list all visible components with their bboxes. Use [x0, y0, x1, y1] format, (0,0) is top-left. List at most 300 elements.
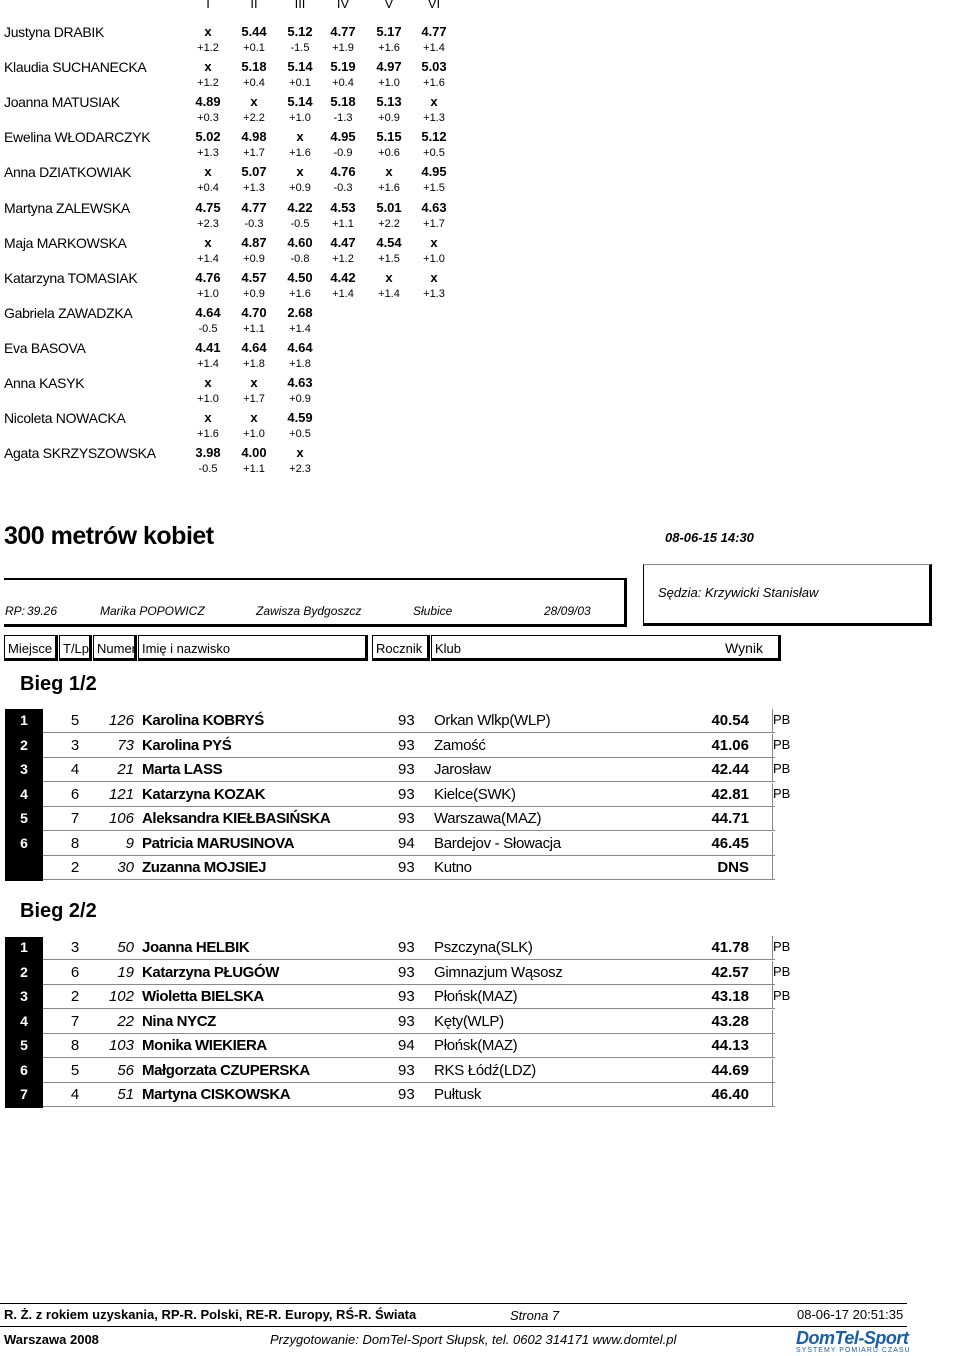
- attempt-wind: -0.5: [290, 217, 310, 230]
- attempt-value: 5.03: [421, 59, 447, 75]
- attempt-value: 4.64: [195, 304, 221, 320]
- attempt-wind: +1.0: [423, 252, 445, 265]
- result-row: [5, 856, 775, 880]
- result-birth-year: 93: [398, 736, 415, 754]
- attempt-wind: +0.4: [197, 182, 219, 195]
- attempt-value: 4.76: [195, 269, 221, 285]
- result-athlete-name: Katarzyna KOZAK: [142, 785, 266, 803]
- row-divider: [43, 1106, 775, 1107]
- attempt-value: 4.64: [287, 339, 313, 355]
- result-athlete-name: Karolina KOBRYŚ: [142, 712, 264, 729]
- result-lane: 4: [70, 1086, 80, 1103]
- attempt-wind: -1.3: [333, 112, 353, 125]
- result-row: [5, 709, 791, 733]
- attempt-value: 4.77: [241, 199, 267, 215]
- attempt-header: III: [294, 0, 306, 11]
- result-club: Płońsk(MAZ): [434, 1037, 518, 1054]
- athlete-name: Justyna DRABIK: [4, 24, 105, 40]
- result-row: [5, 1034, 775, 1058]
- attempt-value: 5.19: [330, 59, 356, 75]
- attempt-wind: +1.7: [243, 147, 265, 160]
- athlete-name: Katarzyna TOMASIAK: [4, 269, 138, 286]
- event-title: 300 metrów kobiet: [4, 522, 214, 550]
- athlete-name: Martyna ZALEWSKA: [4, 199, 130, 216]
- row-separator: [772, 807, 773, 831]
- result-lane: 8: [70, 1037, 80, 1054]
- result-club: RKS Łódź(LDZ): [434, 1061, 536, 1079]
- attempt-value: x: [296, 445, 304, 461]
- attempt-wind: +1.1: [243, 463, 265, 476]
- attempt-value: 4.41: [195, 339, 221, 355]
- attempt-header: V: [384, 0, 394, 11]
- result-row: [5, 1059, 775, 1083]
- footer-divider: [0, 1303, 907, 1304]
- row-separator: [772, 1059, 773, 1083]
- result-birth-year: 93: [398, 859, 415, 876]
- result-time: 43.28: [711, 1012, 749, 1030]
- attempt-value: 4.42: [330, 269, 356, 285]
- attempt-wind: +0.4: [243, 77, 265, 90]
- result-time: 41.06: [711, 736, 749, 754]
- attempt-value: 4.63: [287, 375, 313, 390]
- attempt-value: 3.98: [195, 445, 221, 461]
- result-number: 103: [108, 1037, 134, 1054]
- attempt-value: 4.70: [241, 304, 267, 320]
- result-athlete-name: Małgorzata CZUPERSKA: [142, 1061, 310, 1079]
- result-row: [5, 832, 775, 856]
- attempt-value: 4.98: [241, 129, 267, 145]
- result-club: Gimnazjum Wąsosz: [434, 963, 563, 981]
- attempt-value: 4.53: [330, 199, 356, 215]
- attempt-value: 5.13: [376, 94, 402, 110]
- attempt-wind: +1.4: [197, 252, 219, 265]
- attempt-wind: +1.3: [423, 287, 445, 300]
- result-row: [5, 734, 791, 758]
- result-place: 1: [20, 939, 28, 955]
- result-row: [5, 783, 791, 807]
- result-lane: 8: [70, 834, 80, 852]
- record-box: [4, 578, 627, 627]
- result-lane: 3: [70, 736, 80, 754]
- attempt-wind: +0.5: [289, 428, 311, 441]
- result-number: 22: [117, 1012, 134, 1030]
- attempt-wind: +1.4: [332, 287, 354, 300]
- result-row: [5, 936, 791, 960]
- result-place: 6: [20, 834, 28, 851]
- attempt-wind: +1.6: [197, 428, 219, 441]
- result-birth-year: 93: [398, 761, 415, 778]
- result-birth-year: 94: [398, 1037, 415, 1054]
- result-athlete-name: Joanna HELBIK: [142, 939, 250, 956]
- result-place: 7: [20, 1086, 28, 1102]
- result-athlete-name: Aleksandra KIEŁBASIŃSKA: [142, 810, 331, 827]
- attempt-wind: +1.7: [423, 217, 445, 230]
- footer-divider-2: [0, 1326, 907, 1327]
- result-time: 40.54: [711, 712, 749, 729]
- attempt-value: 4.77: [330, 24, 356, 39]
- attempt-wind: +1.7: [243, 393, 265, 405]
- result-club: Zamość: [434, 736, 486, 754]
- attempt-value: 4.87: [241, 234, 267, 250]
- col-place: Miejsce: [4, 635, 58, 661]
- attempt-wind: -0.3: [333, 182, 353, 195]
- attempt-wind: +1.9: [332, 42, 354, 54]
- result-number: 121: [108, 785, 134, 803]
- attempt-value: 4.75: [195, 199, 221, 215]
- attempt-wind: +1.6: [289, 287, 311, 300]
- attempt-wind: -0.5: [198, 322, 218, 335]
- record-label: RP:: [5, 604, 26, 618]
- attempt-value: 5.01: [376, 199, 402, 215]
- attempt-value: 4.54: [376, 234, 402, 250]
- attempt-value: x: [204, 59, 212, 75]
- athlete-name: Klaudia SUCHANECKA: [4, 59, 147, 76]
- record-time: 39.26: [27, 604, 58, 618]
- result-number: 106: [108, 810, 134, 827]
- result-place: 1: [20, 712, 28, 728]
- attempt-wind: +0.1: [289, 77, 311, 90]
- attempt-value: 4.60: [287, 234, 313, 250]
- result-time: 44.13: [711, 1037, 749, 1054]
- result-club: Kielce(SWK): [434, 785, 516, 803]
- attempt-wind: -0.3: [244, 217, 264, 230]
- col-year: Rocznik: [372, 635, 430, 661]
- row-separator: [772, 758, 773, 782]
- athlete-name: Gabriela ZAWADZKA: [4, 304, 133, 321]
- attempt-value: 5.15: [376, 129, 402, 145]
- attempt-wind: +2.3: [197, 217, 219, 230]
- result-lane: 5: [70, 1061, 80, 1079]
- attempt-wind: +1.5: [423, 182, 445, 195]
- attempt-wind: +1.0: [197, 393, 219, 405]
- result-lane: 7: [70, 810, 80, 827]
- attempt-wind: +1.6: [378, 182, 400, 195]
- attempt-value: 2.68: [287, 304, 313, 320]
- result-number: 50: [117, 939, 134, 956]
- result-birth-year: 93: [398, 810, 415, 827]
- attempt-wind: +0.6: [378, 147, 400, 160]
- result-note: PB: [773, 785, 791, 801]
- result-place: 3: [20, 761, 28, 777]
- result-row: [5, 985, 791, 1009]
- attempt-wind: +2.3: [289, 463, 311, 476]
- result-time: 43.18: [711, 988, 749, 1005]
- result-number: 19: [117, 963, 134, 981]
- attempt-wind: +0.3: [197, 112, 219, 125]
- attempt-wind: +0.9: [243, 287, 265, 300]
- heat-2-title: Bieg 2/2: [20, 900, 97, 922]
- attempt-value: 5.18: [241, 59, 267, 75]
- result-birth-year: 93: [398, 988, 415, 1005]
- footer-city: Warszawa 2008: [4, 1332, 99, 1347]
- result-lane: 2: [70, 988, 80, 1005]
- attempt-wind: -0.8: [290, 252, 310, 265]
- event-datetime: 08-06-15 14:30: [665, 530, 754, 545]
- result-place: 4: [20, 785, 28, 802]
- logo-text: DomTel-Sport: [796, 1328, 909, 1348]
- result-athlete-name: Marta LASS: [142, 761, 223, 778]
- result-birth-year: 94: [398, 834, 415, 852]
- row-separator: [772, 1010, 773, 1034]
- result-lane: 3: [70, 939, 80, 956]
- attempt-wind: +0.9: [289, 182, 311, 195]
- attempt-value: 4.64: [241, 339, 267, 355]
- result-row: [5, 961, 791, 985]
- attempt-wind: +1.4: [289, 322, 311, 335]
- result-note: PB: [773, 963, 791, 979]
- result-note: PB: [773, 736, 791, 752]
- result-birth-year: 93: [398, 712, 415, 729]
- result-birth-year: 93: [398, 1012, 415, 1030]
- attempt-wind: +1.6: [378, 42, 400, 54]
- result-athlete-name: Patricia MARUSINOVA: [142, 834, 295, 852]
- attempt-value: x: [204, 375, 212, 390]
- result-athlete-name: Monika WIEKIERA: [142, 1037, 267, 1054]
- attempt-value: 4.00: [241, 445, 267, 461]
- result-lane: 6: [70, 785, 80, 803]
- attempt-wind: +1.0: [243, 428, 265, 441]
- row-separator: [772, 856, 773, 880]
- attempt-wind: +0.5: [423, 147, 445, 160]
- attempt-wind: +1.4: [197, 357, 219, 370]
- heat-1-title: Bieg 1/2: [20, 673, 97, 695]
- athlete-name: Nicoleta NOWACKA: [4, 410, 126, 427]
- attempt-value: x: [296, 129, 304, 145]
- attempt-value: x: [250, 410, 258, 426]
- attempt-value: x: [204, 410, 212, 426]
- result-time: 46.40: [711, 1086, 749, 1103]
- result-athlete-name: Karolina PYŚ: [142, 736, 232, 754]
- result-birth-year: 93: [398, 963, 415, 981]
- attempt-wind: +1.6: [423, 77, 445, 90]
- attempt-wind: +1.0: [197, 287, 219, 300]
- col-result: Wynik: [725, 640, 763, 656]
- result-lane: 2: [70, 859, 80, 876]
- attempt-value: 4.63: [421, 199, 447, 215]
- attempt-value: 5.14: [287, 94, 313, 110]
- attempt-wind: +1.0: [289, 112, 311, 125]
- result-time: 41.78: [711, 939, 749, 956]
- result-athlete-name: Wioletta BIELSKA: [142, 988, 264, 1005]
- result-place: 2: [20, 963, 28, 980]
- athlete-name: Anna DZIATKOWIAK: [4, 164, 132, 181]
- logo-subtext: SYSTEMY POMIARU CZASU: [796, 1347, 911, 1354]
- attempt-value: 4.59: [287, 410, 313, 426]
- result-row: [5, 1083, 775, 1107]
- attempt-wind: +1.5: [378, 252, 400, 265]
- result-place: 3: [20, 988, 28, 1004]
- result-club: Warszawa(MAZ): [434, 810, 542, 827]
- row-separator: [772, 961, 773, 985]
- result-birth-year: 93: [398, 939, 415, 956]
- attempt-value: 4.97: [376, 59, 402, 75]
- attempt-value: 5.12: [287, 24, 313, 39]
- row-separator: [772, 709, 773, 733]
- row-divider: [43, 879, 775, 880]
- result-time: 44.71: [711, 810, 749, 827]
- result-number: 73: [117, 736, 134, 754]
- attempt-value: x: [385, 269, 393, 285]
- footer-printed: 08-06-17 20:51:35: [797, 1307, 904, 1322]
- record-club: Zawisza Bydgoszcz: [256, 604, 362, 618]
- col-lane: T/Lp: [59, 635, 92, 661]
- result-time: 42.81: [711, 785, 749, 803]
- result-note: PB: [773, 939, 791, 954]
- attempt-wind: +0.1: [243, 42, 265, 54]
- row-separator: [772, 1034, 773, 1058]
- col-club: Klub: [431, 635, 781, 661]
- attempt-value: 4.47: [330, 234, 356, 250]
- attempt-value: 4.77: [421, 24, 447, 39]
- result-club: Jarosław: [434, 761, 491, 778]
- result-row: [5, 1010, 775, 1034]
- attempt-value: 4.95: [330, 129, 356, 145]
- result-club: Pszczyna(SLK): [434, 939, 533, 956]
- attempt-wind: -0.9: [333, 147, 353, 160]
- result-place: 2: [20, 736, 28, 753]
- athlete-name: Joanna MATUSIAK: [4, 94, 120, 111]
- result-lane: 7: [70, 1012, 80, 1030]
- athlete-name: Eva BASOVA: [4, 339, 86, 356]
- result-time: 46.45: [711, 834, 749, 852]
- result-number: 21: [117, 761, 134, 778]
- result-birth-year: 93: [398, 1061, 415, 1079]
- attempt-wind: -1.5: [290, 42, 310, 54]
- row-separator: [772, 985, 773, 1009]
- attempt-header: VI: [427, 0, 441, 11]
- attempt-wind: +1.1: [243, 322, 265, 335]
- result-note: PB: [773, 988, 791, 1003]
- footer-page: Strona 7: [510, 1308, 560, 1323]
- result-club: Kutno: [434, 859, 472, 876]
- attempt-value: x: [296, 164, 304, 180]
- athlete-name: Ewelina WŁODARCZYK: [4, 129, 151, 146]
- attempt-header: IV: [336, 0, 350, 11]
- result-number: 9: [125, 834, 134, 852]
- result-lane: 5: [70, 712, 80, 729]
- attempt-value: 4.57: [241, 269, 267, 285]
- result-lane: 4: [70, 761, 80, 778]
- result-time: 42.57: [711, 963, 749, 981]
- attempt-value: 5.12: [421, 129, 447, 145]
- attempt-value: x: [204, 24, 212, 39]
- attempt-value: 5.14: [287, 59, 313, 75]
- attempt-header: II: [250, 0, 258, 11]
- attempt-wind: +0.4: [332, 77, 354, 90]
- row-separator: [772, 734, 773, 758]
- result-club: Pułtusk: [434, 1086, 482, 1103]
- attempt-wind: +1.3: [197, 147, 219, 160]
- result-athlete-name: Katarzyna PŁUGÓW: [142, 963, 279, 981]
- row-separator: [772, 832, 773, 856]
- attempt-value: x: [385, 164, 393, 180]
- attempt-value: 5.18: [330, 94, 356, 110]
- attempt-wind: +1.6: [289, 147, 311, 160]
- result-birth-year: 93: [398, 785, 415, 803]
- col-number: Numer: [93, 635, 137, 661]
- attempt-wind: +2.2: [243, 112, 265, 125]
- attempt-value: 4.22: [287, 199, 313, 215]
- result-place: 5: [20, 810, 28, 826]
- domtel-logo: [796, 1328, 911, 1354]
- attempt-value: x: [250, 375, 258, 390]
- result-note: PB: [773, 712, 791, 727]
- attempt-value: x: [250, 94, 258, 110]
- attempt-value: x: [430, 269, 438, 285]
- result-time: 44.69: [711, 1061, 749, 1079]
- attempt-value: 5.07: [241, 164, 267, 180]
- result-number: 30: [117, 859, 134, 876]
- result-note: PB: [773, 761, 791, 776]
- result-time: 42.44: [711, 761, 749, 778]
- result-number: 51: [117, 1086, 134, 1103]
- row-separator: [772, 1083, 773, 1107]
- attempt-value: 5.44: [241, 24, 267, 39]
- col-name: Imię i nazwisko: [138, 635, 368, 661]
- attempt-wind: +0.9: [243, 252, 265, 265]
- result-place: 5: [20, 1037, 28, 1053]
- footer-prepared: Przygotowanie: DomTel-Sport Słupsk, tel. 0602 314171 www.domtel.pl: [270, 1332, 677, 1347]
- attempt-wind: +1.3: [423, 112, 445, 125]
- record-date: 28/09/03: [544, 604, 591, 618]
- attempt-value: 4.89: [195, 94, 221, 110]
- result-club: Kęty(WLP): [434, 1012, 504, 1030]
- result-club: Orkan Wlkp(WLP): [434, 712, 551, 729]
- attempt-wind: +1.3: [243, 182, 265, 195]
- judge-name: Sędzia: Krzywicki Stanisław: [658, 585, 819, 600]
- attempt-value: x: [204, 164, 212, 180]
- attempt-value: x: [430, 94, 438, 110]
- result-number: 56: [117, 1061, 134, 1079]
- attempt-wind: +0.9: [289, 393, 311, 405]
- attempt-wind: +2.2: [378, 217, 400, 230]
- record-holder: Marika POPOWICZ: [100, 604, 205, 618]
- result-place: 6: [20, 1061, 28, 1078]
- attempt-value: x: [430, 234, 438, 250]
- result-lane: 6: [70, 963, 80, 981]
- athlete-name: Maja MARKOWSKA: [4, 234, 127, 251]
- result-place: 4: [20, 1012, 28, 1029]
- result-row: [5, 758, 791, 782]
- record-place: Słubice: [413, 604, 453, 618]
- result-athlete-name: Zuzanna MOJSIEJ: [142, 859, 267, 876]
- result-athlete-name: Nina NYCZ: [142, 1012, 216, 1030]
- attempt-wind: +1.2: [197, 77, 219, 90]
- attempt-wind: +1.4: [378, 287, 400, 300]
- attempt-wind: +0.9: [378, 112, 400, 125]
- result-number: 126: [108, 712, 134, 729]
- footer-legend: R. Ż. z rokiem uzyskania, RP-R. Polski, RE-R. Europy, RŚ-R. Świata: [4, 1307, 417, 1322]
- attempt-value: 5.02: [195, 129, 221, 145]
- attempt-value: x: [204, 234, 212, 250]
- row-separator: [772, 936, 773, 960]
- result-number: 102: [108, 988, 134, 1005]
- attempt-value: 4.76: [330, 164, 356, 180]
- attempt-value: 4.95: [421, 164, 447, 180]
- result-club: Bardejov - Słowacja: [434, 834, 561, 852]
- attempt-value: 4.50: [287, 269, 313, 285]
- result-athlete-name: Martyna CISKOWSKA: [142, 1086, 291, 1103]
- attempt-wind: +1.0: [378, 77, 400, 90]
- athlete-name: Anna KASYK: [4, 375, 85, 391]
- attempt-header: I: [206, 0, 210, 11]
- attempt-wind: +1.2: [332, 252, 354, 265]
- attempt-wind: +1.4: [423, 42, 445, 54]
- row-separator: [772, 783, 773, 807]
- athlete-name: Agata SKRZYSZOWSKA: [4, 445, 156, 462]
- attempt-wind: +1.8: [243, 357, 265, 370]
- attempt-wind: +1.8: [289, 357, 311, 370]
